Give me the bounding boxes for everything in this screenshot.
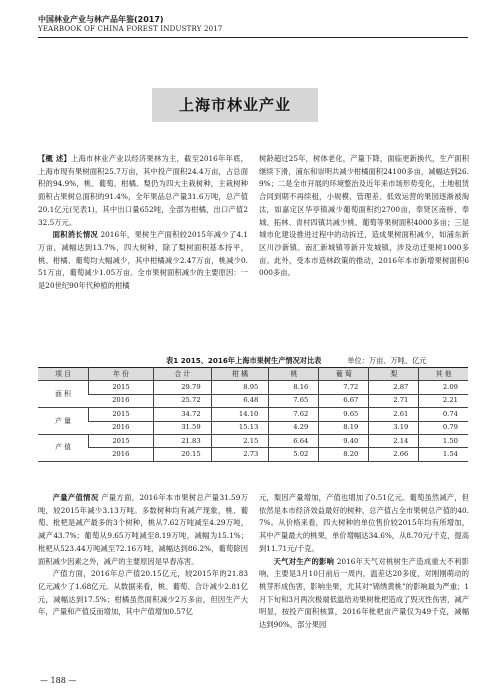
cell-value: 3.19 (369, 421, 419, 434)
cell-value: 2.21 (419, 394, 468, 407)
table-row (38, 381, 468, 394)
cell-value: 6.48 (211, 394, 269, 407)
paragraph-area-cont: 树龄超过25年，树体老化，产量下降，面临更新换代，生产面积继续下滑，浦东和崇明共减少柑橘面积24100多亩，减幅达到26.9%；二是全市开展的环境整治及近年来市场形势变化，土地租赁合同到期不再续租，小规模、管理差、低效运营的果园逐渐被淘汰，如嘉定区华亭镇减少葡萄面积约2700亩，奉贤区南桥、奉城、拓林、青村四镇共减少桃、葡萄等果树面积4000多亩；三是城市化建设推进过程中的动拆迁，造成果树面积减少，如浦东新区川沙新镇、南汇新城镇等新开发城镇，涉及动迁果树1000多亩。此外，受本市造林政策的推动，2016年本市新增果树面积6000多亩。 (259, 154, 469, 278)
heading-weather: 天气对生产的影响 (273, 556, 335, 566)
header-cn: 中国林业产业与林产品年鉴(2017) (38, 15, 164, 24)
table-unit: 单位：万亩、万吨、亿元 (347, 356, 427, 365)
cell-value: 2.15 (211, 434, 269, 447)
cell-value: 2.71 (369, 394, 419, 407)
table-row (38, 394, 468, 407)
table-row (38, 434, 468, 447)
table-title: 表1 2015、2016年上海市果树生产情况对比表 (166, 356, 322, 365)
running-header (38, 15, 468, 38)
header-en: YEARBOOK OF CHINA FOREST INDUSTRY 2017 (38, 25, 223, 33)
cell-value: 21.83 (154, 434, 212, 447)
table-caption (38, 356, 468, 365)
cell-value: 9.65 (319, 408, 369, 421)
page-number: — 188 — (40, 676, 77, 685)
cell-value: 25.72 (154, 394, 212, 407)
th-total: 合 计 (154, 368, 212, 381)
cell-value: 1.54 (419, 448, 468, 461)
cell-year: 2015 (89, 381, 154, 394)
table-header-row (38, 368, 468, 381)
cell-value: 5.02 (269, 448, 319, 461)
table-row (38, 408, 468, 421)
heading-output: 产量产值情况 (52, 493, 99, 502)
cell-value: 7.62 (269, 408, 319, 421)
cell-year: 2016 (89, 421, 154, 434)
cell-value: 29.79 (154, 381, 212, 394)
heading-area: 面积消长情况 (52, 230, 98, 240)
group-label: 产 值 (38, 434, 89, 461)
group-label: 产 量 (38, 408, 89, 435)
paragraph-weather (259, 556, 469, 632)
article-title: 上海市林业产业 (178, 96, 291, 114)
cell-value: 6.67 (319, 394, 369, 407)
column-3 (38, 492, 248, 619)
th-item: 项 目 (38, 368, 89, 381)
cell-value: 31.59 (154, 421, 212, 434)
heading-overview: 【概 述】 (38, 154, 71, 163)
paragraph-area (38, 229, 248, 293)
text-weather: 2016年天气对桃树生产造成重大不利影响，主要是3月10日前后一周内，温差达20多度，对刚刚萌动的桃芽形成伤害，影响坐果，尤其对“锦绣黄桃”的影响最为严重；1月下旬和3月两次极端低温给劝果树枇杷造成了毁灭性伤害，减产明显，按投产面积核算，2016年枇杷亩产量仅为49千克，减幅达到90%，部分果园 (259, 556, 469, 630)
table-row (38, 421, 468, 434)
cell-year: 2016 (89, 448, 154, 461)
cell-value: 4.29 (269, 421, 319, 434)
cell-year: 2015 (89, 408, 154, 421)
group-label: 面 积 (38, 381, 89, 408)
th-peach: 桃 (269, 368, 319, 381)
th-year: 年 份 (89, 368, 154, 381)
paragraph-overview (38, 153, 248, 229)
paragraph-value-cont: 元，梨因产量增加，产值也增加了0.51亿元。葡萄虽然减产，但依然是本市经济效益最好的树种，总产值占全市果树总产值的40.7%。从价格来看，四大树种的单位售价较2015年均有所增加，其中产量最大的桃果，单价增幅达34.6%，从8.70元/千克，提高到11.71元/千克。 (259, 493, 469, 553)
cell-value: 2.66 (369, 448, 419, 461)
cell-value: 0.79 (419, 421, 468, 434)
cell-value: 8.20 (319, 448, 369, 461)
column-1 (38, 153, 248, 293)
column-4 (259, 492, 469, 632)
column-2 (259, 153, 469, 280)
cell-value: 15.13 (211, 421, 269, 434)
paragraph-value: 产值方面，2016年总产值20.15亿元，较2015年的21.83亿元减少了1.68亿元。从数据来看，桃、葡萄、合计减少2.81亿元，减幅达到17.5%；柑橘虽然面积减少2万多亩，但因生产大年，产量和产值反而增加，其中产值增加0.57亿 (38, 569, 248, 617)
th-pear: 梨 (369, 368, 419, 381)
cell-value: 8.19 (319, 421, 369, 434)
cell-value: 1.50 (419, 434, 468, 447)
cell-value: 34.72 (154, 408, 212, 421)
cell-value: 8.95 (211, 381, 269, 394)
table-row (38, 448, 468, 461)
title-band (152, 88, 318, 122)
cell-value: 2.09 (419, 381, 468, 394)
cell-year: 2016 (89, 394, 154, 407)
cell-year: 2015 (89, 434, 154, 447)
paragraph-output (38, 492, 248, 568)
cell-value: 2.14 (369, 434, 419, 447)
cell-value: 8.16 (269, 381, 319, 394)
cell-value: 9.40 (319, 434, 369, 447)
cell-value: 7.65 (269, 394, 319, 407)
text-area: 2016年，果树生产面积较2015年减少了4.1万亩，减幅达到13.7%，四大树种，除了梨树面积基本持平，桃、柑橘、葡萄均大幅减少，其中柑橘减少2.47万亩，桃减少0.51万亩，葡萄减少1.05万亩。全市果树面积减少的主要原因：一是20世纪90年代种植的柑橘 (38, 230, 248, 291)
cell-value: 2.87 (369, 381, 419, 394)
header-rule (38, 37, 468, 38)
cell-value: 2.61 (369, 408, 419, 421)
text-output: 产量方面，2016年本市果树总产量31.59万吨，较2015年减少3.13万吨。多数树种均有减产现象，桃、葡萄、枇杷是减产最多的3个树种，桃从7.62万吨减至4.29万吨，减产43.7%；葡萄从9.65万吨减至8.19万吨，减幅为15.1%；枇杷从523.44万吨减至72.16万吨，减幅达到86.2%，葡萄除因面积减少因素之外，减产的主要原因是早春冻害。 (38, 493, 248, 566)
th-grape: 葡 萄 (319, 368, 369, 381)
cell-value: 14.10 (211, 408, 269, 421)
fruit-production-table (38, 367, 468, 462)
cell-value: 2.73 (211, 448, 269, 461)
cell-value: 6.64 (269, 434, 319, 447)
cell-value: 20.15 (154, 448, 212, 461)
cell-value: 0.74 (419, 408, 468, 421)
cell-value: 7.72 (319, 381, 369, 394)
th-other: 其 他 (419, 368, 468, 381)
th-citrus: 柑 橘 (211, 368, 269, 381)
text-overview: 上海市林业产业以经济果林为主，截至2016年年底，上海市现有果树面积25.7万亩，其中投产面积24.4万亩，占总面积的94.9%，桃、葡萄、柑橘、梨仍为四大主栽树种，主栽树种面积占果树总面积的91.4%，全年果品总产量31.6万吨，总产值20.1亿元(见表1)，其中出口量652吨，全部为柑橘，出口产值232.5万元。 (38, 154, 248, 227)
